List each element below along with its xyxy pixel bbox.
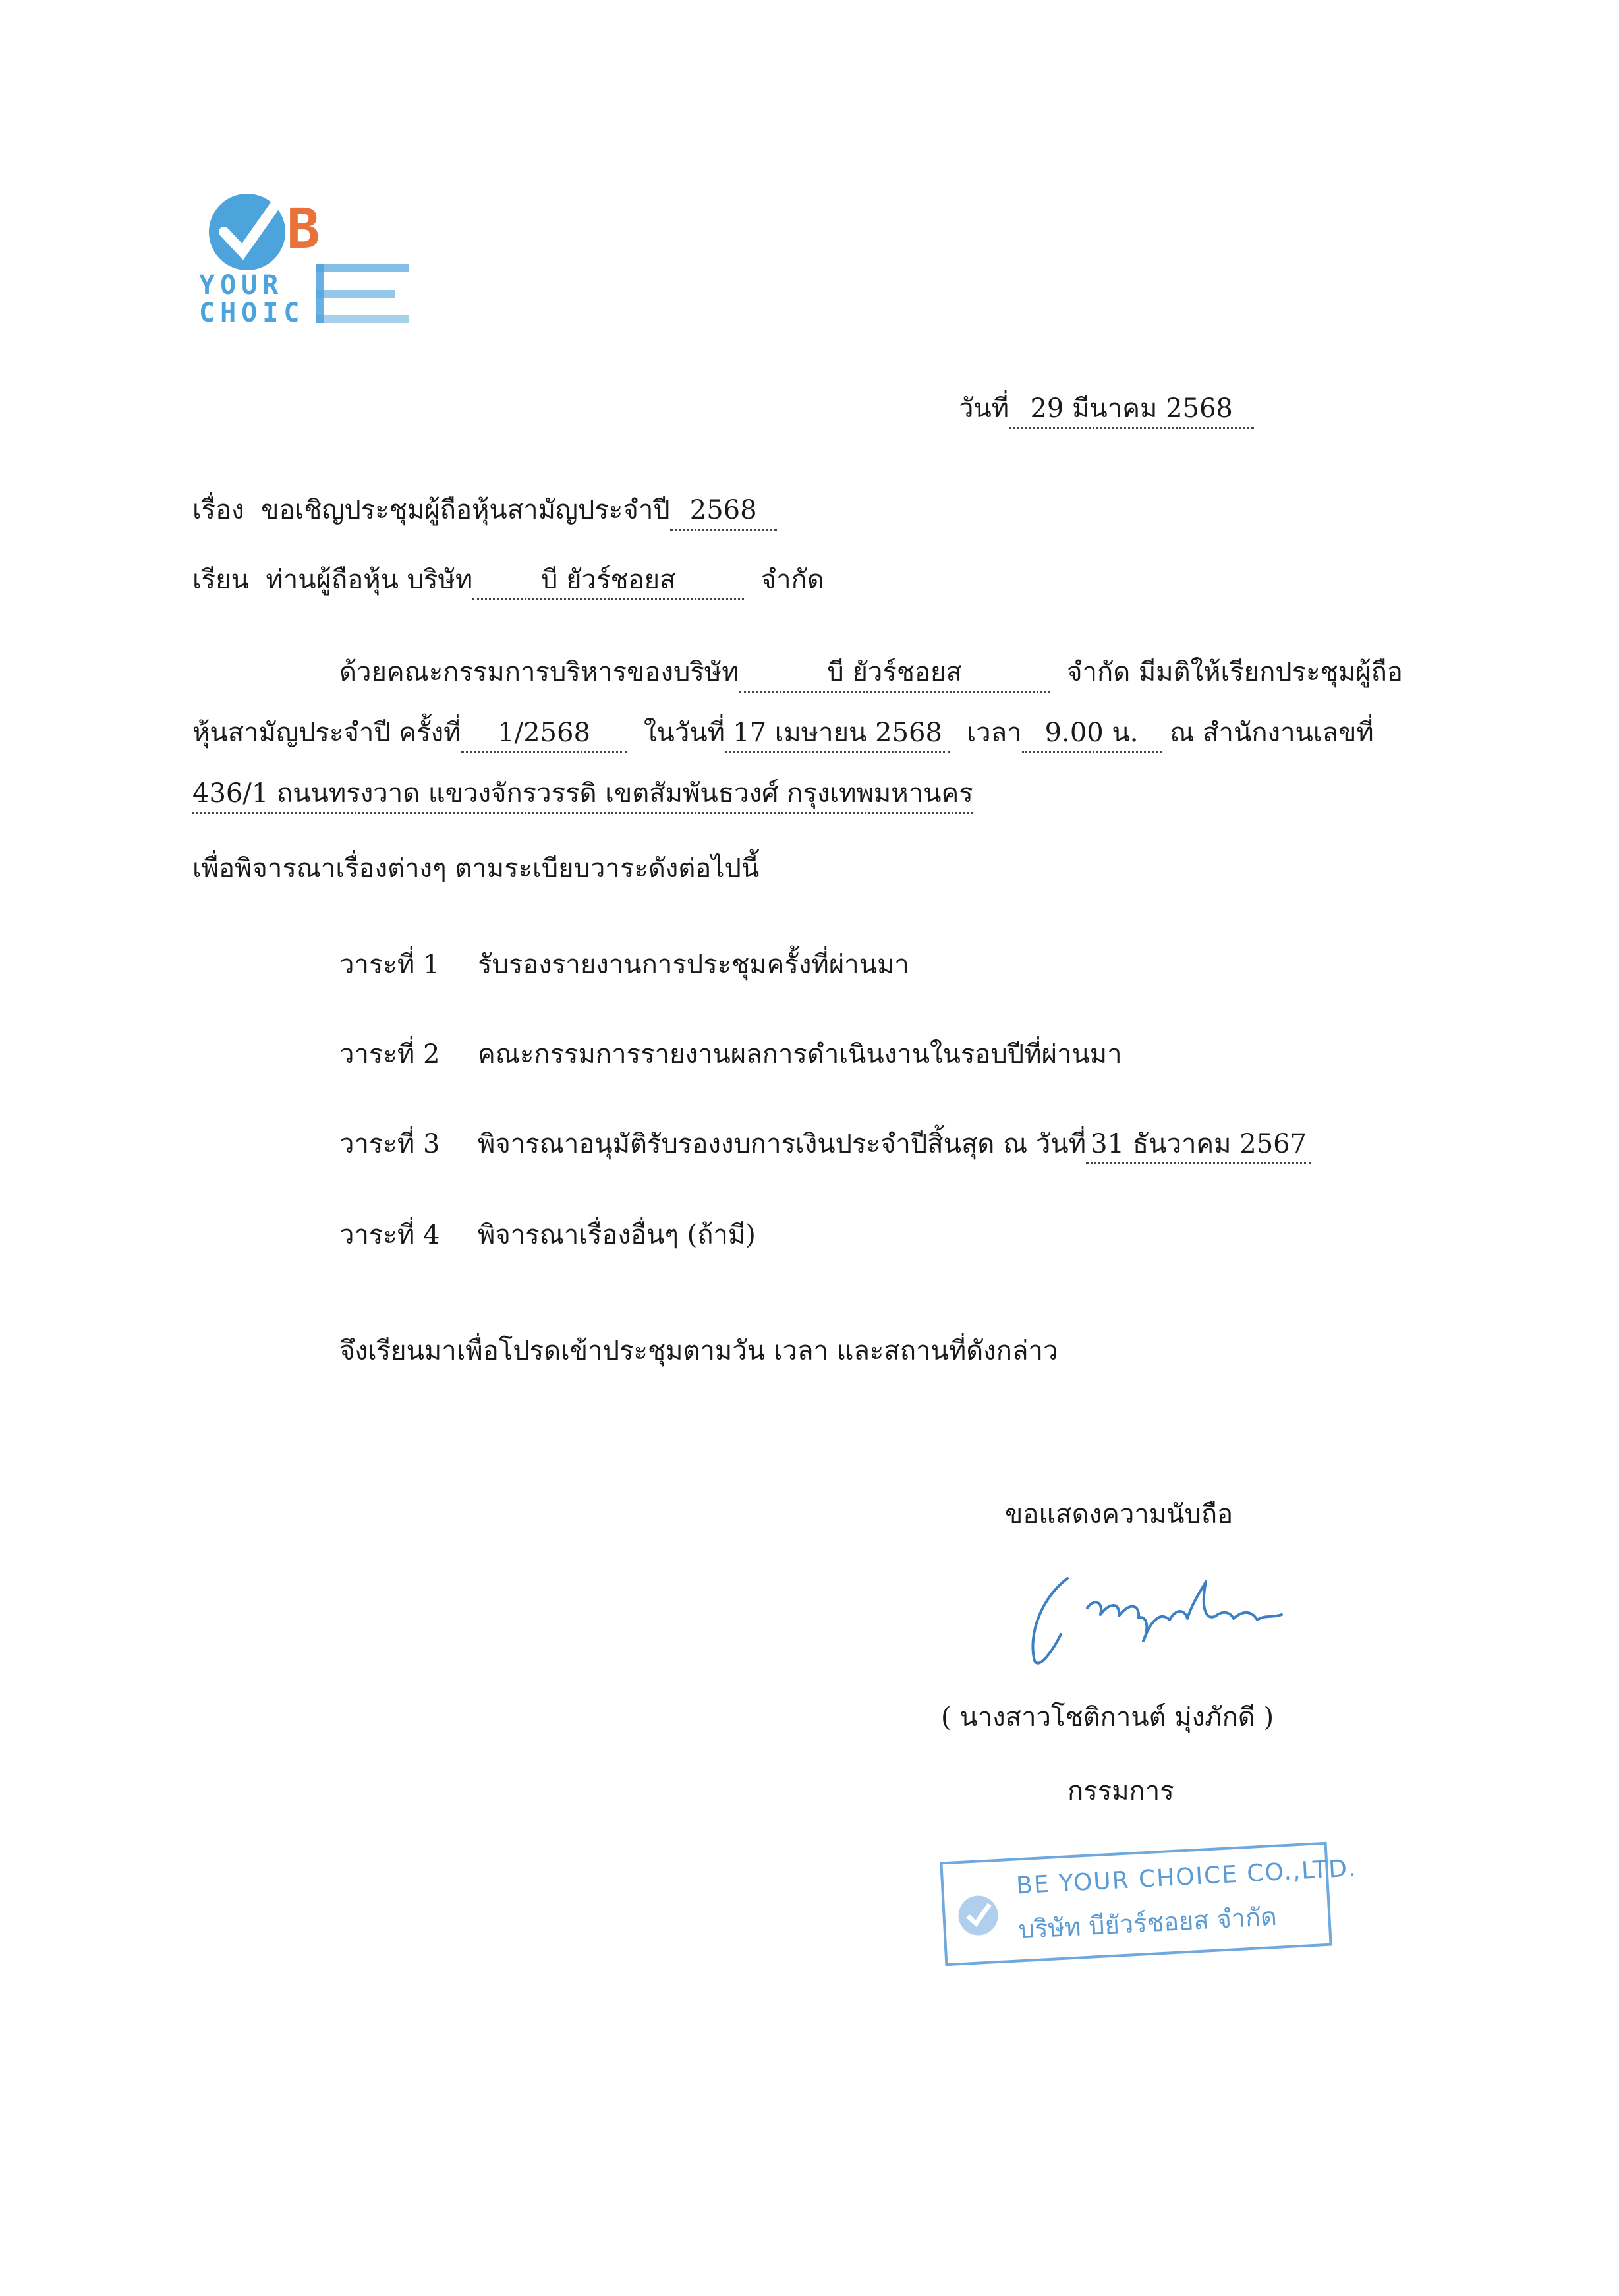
agenda-item-2 <box>339 1036 1122 1073</box>
stamp-logo-icon <box>951 1888 1006 1943</box>
to-company: บี ยัวร์ชอยส <box>472 561 744 600</box>
body-line4-text: เพื่อพิจารณาเรื่องต่างๆ ตามระเบียบวาระดังต่อไปนี้ <box>192 853 760 884</box>
letter-subject <box>192 492 777 531</box>
agenda-label: วาระที่ 4 <box>339 1220 440 1250</box>
body-line-1 <box>339 654 1403 693</box>
stamp-line-th: บริษัท บียัวร์ชอยส จำกัด <box>1017 1901 1278 1945</box>
agenda-text: คณะกรรมการรายงานผลการดำเนินงานในรอบปีที่ผ่านมา <box>478 1039 1122 1070</box>
to-text: ท่านผู้ถือหุ้น บริษัท <box>266 565 473 595</box>
meeting-time: 9.00 น. <box>1022 714 1162 753</box>
agenda-text: พิจารณาเรื่องอื่นๆ (ถ้ามี) <box>478 1220 756 1250</box>
body-company: บี ยัวร์ชอยส <box>739 654 1050 693</box>
closing-text: จึงเรียนมาเพื่อโปรดเข้าประชุมตามวัน เวลา และสถานที่ดังกล่าว <box>339 1336 1058 1366</box>
company-logo <box>198 191 435 336</box>
agenda-text: พิจารณาอนุมัติรับรองงบการเงินประจำปีสิ้นสุด ณ วันที่ <box>478 1129 1087 1159</box>
logo-line-choice: CHOIC <box>199 298 305 328</box>
agenda-label: วาระที่ 2 <box>339 1039 440 1070</box>
signature-image <box>1015 1562 1384 1674</box>
to-label: เรียน <box>192 565 249 595</box>
body-line2-prefix: หุ้นสามัญประจำปี ครั้งที่ <box>192 718 461 748</box>
body-line-3 <box>192 775 973 814</box>
stamp-line-en: BE YOUR CHOICE CO.,LTD. <box>1015 1854 1358 1900</box>
subject-label: เรื่อง <box>192 495 244 525</box>
body-line1-prefix: ด้วยคณะกรรมการบริหารของบริษัท <box>339 657 739 687</box>
logo-letter-b: B <box>287 196 326 261</box>
signer-name: ( นางสาวโชติกานต์ มุ่งภักดี ) <box>941 1702 1274 1733</box>
meeting-number: 1/2568 <box>461 714 627 753</box>
signer-title: กรรมการ <box>1067 1776 1174 1806</box>
agenda-item-3 <box>339 1126 1311 1164</box>
body-line-2 <box>192 714 1374 753</box>
logo-line-your: YOUR <box>199 270 284 301</box>
meeting-address: 436/1 ถนนทรงวาด แขวงจักรวรรดิ เขตสัมพันธวงศ์ กรุงเทพมหานคร <box>192 775 973 814</box>
agenda-label: วาระที่ 3 <box>339 1129 440 1159</box>
subject-year: 2568 <box>670 492 777 531</box>
company-stamp <box>940 1842 1358 1966</box>
regards-text: ขอแสดงความนับถือ <box>1005 1499 1234 1530</box>
letter-recipient <box>192 561 824 600</box>
body-line2-suffix: ณ สำนักงานเลขที่ <box>1170 718 1374 748</box>
letter-date <box>959 390 1254 429</box>
meeting-date-label: ในวันที่ <box>643 718 725 748</box>
body-line-4 <box>192 850 759 887</box>
subject-text: ขอเชิญประชุมผู้ถือหุ้นสามัญประจำปี <box>261 495 670 525</box>
date-value: 29 มีนาคม 2568 <box>1009 390 1254 429</box>
agenda-text: รับรองรายงานการประชุมครั้งที่ผ่านมา <box>478 950 909 980</box>
agenda-date: 31 ธันวาคม 2567 <box>1086 1126 1311 1164</box>
body-line1-suffix: จำกัด มีมติให้เรียกประชุมผู้ถือ <box>1067 657 1403 687</box>
date-label: วันที่ <box>959 393 1009 424</box>
agenda-item-1 <box>339 946 909 983</box>
to-suffix: จำกัด <box>760 565 824 595</box>
agenda-item-4 <box>339 1217 756 1253</box>
agenda-label: วาระที่ 1 <box>339 950 440 980</box>
meeting-date: 17 เมษายน 2568 <box>725 714 950 753</box>
meeting-time-label: เวลา <box>967 718 1022 748</box>
